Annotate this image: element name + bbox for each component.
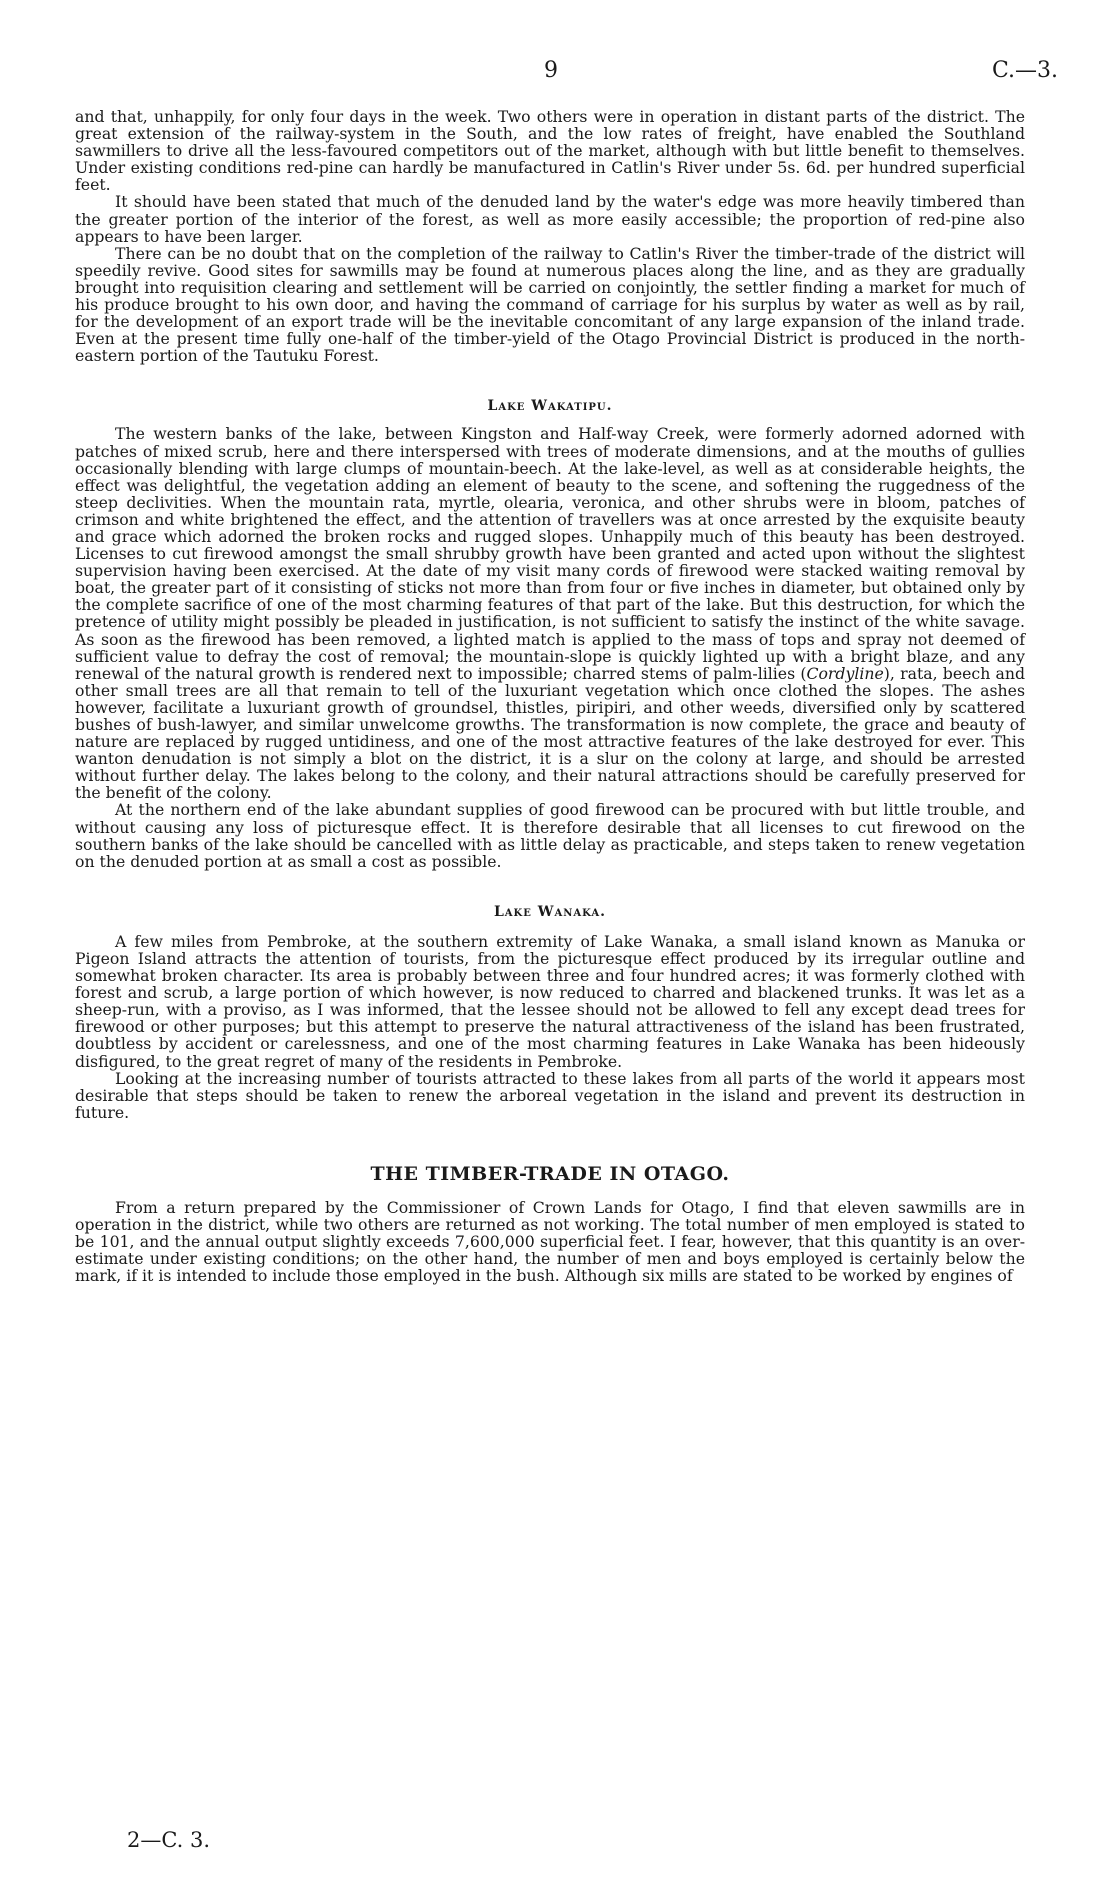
paragraph: At the northern end of the lake abundant supplies of good firewood can be procured with but little trouble, and without causing any loss of picturesque effect. It is therefore desirable that all licenses to cut firewood on the southern banks of the lake should be cancelled with as little delay as practicable, and steps taken to renew vegetation on the denuded portion at as small a cost as possible.	[75, 800, 1025, 871]
paragraph: The western banks of the lake, between Kingston and Half-way Creek, were formerly adorned adorned with patches of mixed scrub, here and there interspersed with trees of moderate dimensions, and at the mouths of gullies occasionally blending with large clumps of mountain-beech. At the lake-level, as well as at considerable heights, the effect was delightful, the vegetation adding an element of beauty to the scene, and softening the ruggedness of the steep declivities. When the mountain rata, myrtle, olearia, veronica, and other shrubs were in bloom, patches of crimson and white brightened the effect, and the attention of travellers was at once arrested by the exquisite beauty and grace which adorned the broken rocks and rugged slopes. Unhappily much of this beauty has been destroyed. Licenses to cut firewood amongst the small shrubby growth have been granted and acted upon without the slightest supervision having been exercised. At the date of my visit many cords of firewood were stacked waiting removal by boat, the greater part of it consisting of sticks not more than from four or five inches in diameter, but obtained only by the complete sacrifice of one of the most charming features of that part of the lake. But this destruction, for which the pretence of utility might possibly be pleaded in justification, is not sufficient to satisfy the instinct of the white savage. As soon as the firewood has been removed, a lighted match is applied to the mass of tops and spray not deemed of sufficient value to defray the cost of removal; the mountain-slope is quickly lighted up with a bright blaze, and any renewal of the natural growth is rendered next to impossible; charred stems of palm-lilies (Cordyline), rata, beech and other small trees are all that remain to tell of the luxuriant vegetation which once clothed the slopes. The ashes however, facilitate a luxuriant growth of groundsel, thistles, piripiri, and other weeds, diversified only by scattered bushes of bush-lawyer, and similar unwelcome growths. The transformation is now complete, the grace and beauty of nature are replaced by rugged untidiness, and one of the most attractive features of the lake destroyed for ever. This wanton denudation is not simply a blot on the district, it is a slur on the colony at large, and should be arrested without further delay. The lakes belong to the colony, and their natural attractions should be carefully preserved for the benefit of the colony.	[75, 424, 1026, 803]
section-heading-lake-wanaka: Lake Wanaka.	[493, 903, 607, 920]
paragraph-text: ), rata, beech and other small trees are all that remain to tell of the luxuriant vegetation which once clothed the slopes. The ashes however, facilitate a luxuriant growth of groundsel, thistles, piripiri, and other weeds, diversified only by scattered bushes of bush-lawyer, and similar unwelcome growths. The transformation is now complete, the grace and beauty of nature are replaced by rugged untidiness, and one of the most attractive features of the lake destroyed for ever. This wanton denudation is not simply a blot on the district, it is a slur on the colony at large, and should be arrested without further delay. The lakes belong to the colony, and their natural attractions should be carefully preserved for the benefit of the colony.	[75, 663, 1026, 803]
paragraph: Looking at the increasing number of tourists attracted to these lakes from all parts of the world it appears most desirable that steps should be taken to renew the arboreal vegetation in the island and prevent its destruction in future.	[75, 1068, 1025, 1122]
section-heading-timber-trade: THE TIMBER-TRADE IN OTAGO.	[370, 1162, 730, 1185]
document-reference: C.—3.	[992, 58, 1059, 83]
page-header	[0, 58, 1114, 88]
paragraph: It should have been stated that much of the denuded land by the water's edge was more heavily timbered than the greater portion of the interior of the forest, as well as more easily accessible; the proportion of red-pine also appears to have been larger.	[75, 192, 1025, 246]
page-body	[75, 108, 1025, 1284]
paragraph: From a return prepared by the Commissioner of Crown Lands for Otago, I find that eleven sawmills are in operation in the district, while two others are returned as not working. The total number of men employed is stated to be 101, and the annual output slightly exceeds 7,600,000 superficial feet. I fear, however, that this quantity is an over-estimate under existing conditions; on the other hand, the number of men and boys employed is certainly below the mark, if it is intended to include those employed in the bush. Although six mills are stated to be worked by engines of	[75, 1197, 1025, 1286]
signature-mark: 2—C. 3.	[127, 1828, 211, 1852]
section-heading-lake-wakatipu: Lake Wakatipu.	[487, 398, 613, 415]
paragraph: There can be no doubt that on the completion of the railway to Catlin's River the timber-trade of the district will speedily revive. Good sites for sawmills may be found at numerous places along the line, and as they are gradually brought into requisition clearing and settlement will be carried on conjointly, the settler finding a market for much of his produce brought to his own door, and having the command of carriage for his surplus by water as well as by rail, for the development of an export trade will be the inevitable concomitant of any large expansion of the inland trade. Even at the present time fully one-half of the timber-yield of the Otago Provincial District is produced in the north-eastern portion of the Tautuku Forest.	[75, 243, 1025, 366]
page-number: 9	[544, 58, 558, 83]
paragraph-text: The western banks of the lake, between Kingston and Half-way Creek, were formerly adorned adorned with patches of mixed scrub, here and there interspersed with trees of moderate dimensions, and at the mouths of gullies occasionally blending with large clumps of mountain-beech. At the lake-level, as well as at considerable heights, the effect was delightful, the vegetation adding an element of beauty to the scene, and softening the ruggedness of the steep declivities. When the mountain rata, myrtle, olearia, veronica, and other shrubs were in bloom, patches of crimson and white brightened the effect, and the attention of travellers was at once arrested by the exquisite beauty and grace which adorned the broken rocks and rugged slopes. Unhappily much of this beauty has been destroyed. Licenses to cut firewood amongst the small shrubby growth have been granted and acted upon without the slightest supervision having been exercised. At the date of my visit many cords of firewood were stacked waiting removal by boat, the greater part of it consisting of sticks not more than from four or five inches in diameter, but obtained only by the complete sacrifice of one of the most charming features of that part of the lake. But this destruction, for which the pretence of utility might possibly be pleaded in justification, is not sufficient to satisfy the instinct of the white savage. As soon as the firewood has been removed, a lighted match is applied to the mass of tops and spray not deemed of sufficient value to defray the cost of removal; the mountain-slope is quickly lighted up with a bright blaze, and any renewal of the natural growth is rendered next to impossible; charred stems of palm-lilies	[75, 424, 1025, 683]
italic-term: Cordyline	[806, 663, 884, 683]
paragraph: A few miles from Pembroke, at the southern extremity of Lake Wanaka, a small island known as Manuka or Pigeon Island attracts the attention of tourists, from the picturesque effect produced by its irregular outline and somewhat broken character. Its area is probably between three and four hundred acres; it was formerly clothed with forest and scrub, a large portion of which however, is now reduced to charred and blackened trunks. It was let as a sheep-run, with a proviso, as I was informed, that the lessee should not be allowed to fell any except dead trees for firewood or other purposes; but this attempt to preserve the natural attractiveness of the island has been frustrated, doubtless by accident or carelessness, and one of the most charming features in Lake Wanaka has been hideously disfigured, to the great regret of many of the residents in Pembroke.	[75, 931, 1025, 1071]
paragraph: and that, unhappily, for only four days in the week. Two others were in operation in distant parts of the district. The great extension of the railway-system in the South, and the low rates of freight, have enabled the Southland sawmillers to drive all the less-favoured competitors out of the market, although with but little benefit to themselves. Under existing conditions red-pine can hardly be manufactured in Catlin's River under 5s. 6d. per hundred superficial feet.	[75, 107, 1025, 195]
